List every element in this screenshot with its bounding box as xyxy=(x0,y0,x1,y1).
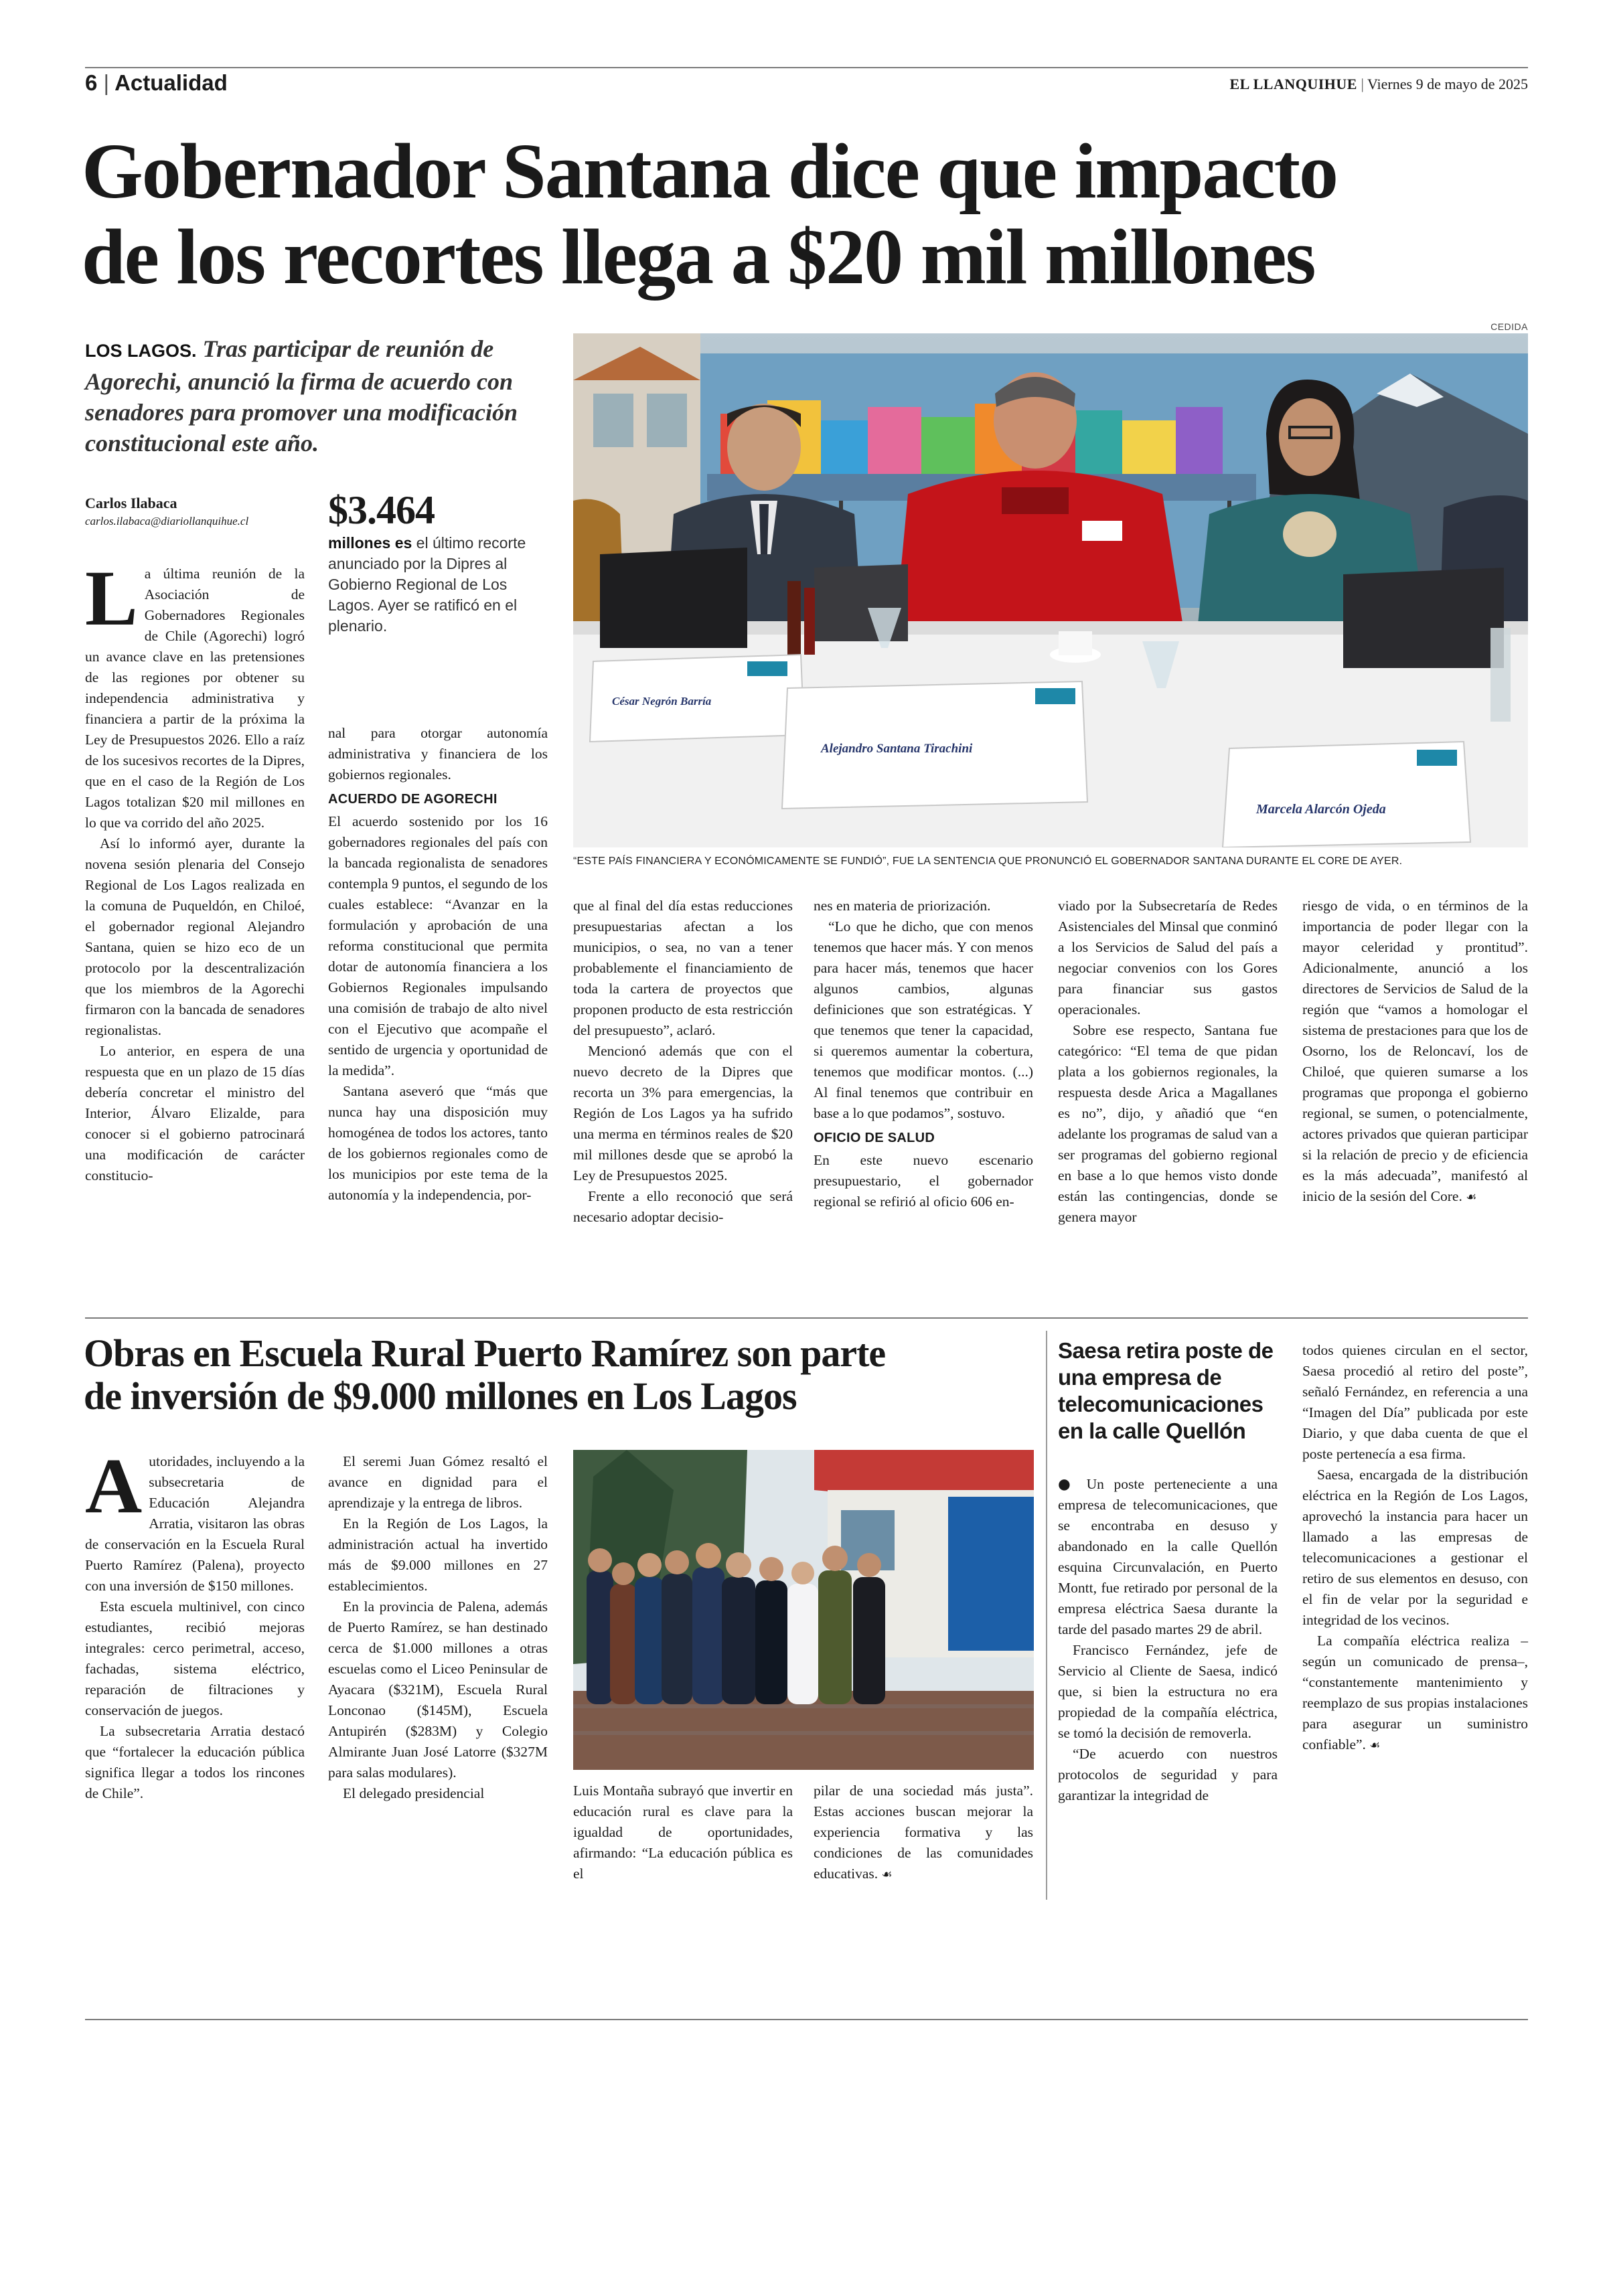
author-name: Carlos Ilabaca xyxy=(85,495,177,511)
story2-column-2 xyxy=(328,1451,548,1804)
story1-column-5 xyxy=(1058,896,1278,1228)
callout-number: $3.464 xyxy=(328,488,435,532)
story1-paragraph: nes en materia de priorización. xyxy=(814,898,991,914)
story3-paragraph: todos quienes circulan en el sector, Saesa procedió al retiro del poste”, señaló Fernández, en referencia a una “Imagen del Día” publicada por este Diario, y que daba cuenta de que el poste pertenecía a esa firma. xyxy=(1302,1342,1528,1462)
page-folio: 6 | Actualidad xyxy=(85,70,228,95)
story2-headline-line1: Obras en Escuela Rural Puerto Ramírez son parte xyxy=(84,1331,886,1375)
story2-column-3 xyxy=(573,1781,793,1884)
subhead-agorechi: ACUERDO DE AGORECHI xyxy=(328,792,498,807)
issue-date: Viernes 9 de mayo de 2025 xyxy=(1367,76,1528,92)
story1-column-4 xyxy=(814,896,1033,1212)
story2-paragraph: En la Región de Los Lagos, la administración actual ha invertido más de $9.000 millones en 27 establecimientos. xyxy=(328,1515,548,1594)
story1-paragraph: Frente a ello reconoció que será necesario adoptar decisio- xyxy=(573,1188,793,1225)
story3-paragraph: Francisco Fernández, jefe de Servicio al Cliente de Saesa, indicó que, si bien la estructura no era propiedad de la compañía eléctrica, se tomó la decisión de removerla. xyxy=(1058,1642,1278,1741)
story2-headline-line2: de inversión de $9.000 millones en Los Lagos xyxy=(84,1374,797,1418)
story1-column-2 xyxy=(328,723,548,1206)
section-name: Actualidad xyxy=(114,70,228,95)
end-mark-icon: ☙ xyxy=(1466,1190,1477,1204)
callout-text xyxy=(328,533,549,637)
callout-body: el último recorte anunciado por la Dipres al Gobierno Regional de Los Lagos. Ayer se ratificó en el plenario. xyxy=(328,534,526,635)
bullet-icon: ● xyxy=(1058,1476,1077,1493)
page-number: 6 xyxy=(85,70,98,95)
story3-paragraph: La compañía eléctrica realiza –según un comunicado de prensa–, “constantemente mantenimiento y reemplazo de sus propias instalaciones para asegurar un suministro confiable”. ☙ xyxy=(1302,1633,1528,1752)
story1-paragraph: La última reunión de la Asociación de Gobernadores Regionales de Chile (Agorechi) logró un avance clave en las pretensiones de las regiones por obtener su independencia administrativa y financiera a partir de la próxima la Ley de Presupuestos 2026. Ello a raíz de los sucesivos recortes de la Dipres, que en el caso de la Región de Los Lagos totalizan $20 mil millones en lo que va corrido del año 2025. xyxy=(85,554,305,831)
masthead-info: EL LLANQUIHUE | Viernes 9 de mayo de 2025 xyxy=(1229,76,1528,92)
subhead-oficio-salud: OFICIO DE SALUD xyxy=(814,1131,935,1145)
story2-dropcap: A xyxy=(85,1442,143,1530)
story1-paragraph: riesgo de vida, o en términos de la importancia de poder llegar con la mayor celeridad y prontitud”. Adicionalmente, anunció a los directores de Servicios de Salud de la región que “vamos a homologar el sistema de prestaciones para que los de Osorno, los de Reloncaví, los de Chiloé, que quieren sumarse a los programas que proponga el gobierno regional, se sumen, o potencialmente, actores privados que quieran participar si la relación de precio y de eficiencia es la más adecuada”, manifestó al inicio de la sesión del Core. ☙ xyxy=(1302,898,1528,1204)
story2-column-4 xyxy=(814,1781,1033,1885)
story3-column-2 xyxy=(1302,1340,1528,1756)
main-headline-line1: Gobernador Santana dice que impacto xyxy=(82,127,1337,215)
story2-headline xyxy=(84,1332,1055,1418)
callout-bold: millones es xyxy=(328,534,412,552)
story1-paragraph: viado por la Subsecretaría de Redes Asistenciales del Minsal que conminó a los Servicios de Salud del país a negociar convenios con los Gores para financiar sus gastos operacionales. xyxy=(1058,898,1278,1017)
newspaper-name: EL LLANQUIHUE xyxy=(1229,76,1357,92)
story1-paragraph: En este nuevo escenario presupuestario, el gobernador regional se refirió al oficio 606 en- xyxy=(814,1152,1033,1210)
callout-box xyxy=(328,487,549,637)
byline xyxy=(85,494,299,530)
photo-caption: “ESTE PAÍS FINANCIERA Y ECONÓMICAMENTE SE FUNDIÓ”, FUE LA SENTENCIA QUE PRONUNCIÓ EL GOBERNADOR SANTANA DURANTE EL CORE DE AYER. xyxy=(573,855,1403,867)
story2-paragraph: pilar de una sociedad más justa”. Estas acciones buscan mejorar la experiencia formativa y las condiciones de las comunidades educativas. ☙ xyxy=(814,1783,1033,1882)
story1-paragraph: que al final del día estas reducciones presupuestarias afectan a los municipios, o sea, no van a tener probablemente el financiamiento de toda la cartera de proyectos que proponen producto de esta restricción del presupuesto”, aclaró. xyxy=(573,898,793,1038)
author-email: carlos.ilabaca@diariollanquihue.cl xyxy=(85,515,249,527)
main-photo xyxy=(573,333,1528,847)
lead-place: LOS LAGOS. xyxy=(85,341,197,361)
story1-paragraph: Lo anterior, en espera de una respuesta que en un plazo de 15 días debería concretar el ministro del Interior, Álvaro Elizalde, para conocer si el gobierno patrocinará una modificación de carácter constitucio- xyxy=(85,1043,305,1183)
nameplate-1: César Negrón Barría xyxy=(612,695,712,708)
story1-paragraph: Así lo informó ayer, durante la novena sesión plenaria del Consejo Regional de Los Lagos realizada en la comuna de Puqueldón, en Chiloé, el gobernador regional Alejandro Santana, quien se hizo eco de un protocolo por la descentralización que los miembros de la Agorechi firmaron con la bancada de senadores regionalistas. xyxy=(85,835,305,1038)
main-photo-illustration xyxy=(573,333,1528,847)
story2-paragraph: El seremi Juan Gómez resaltó el avance en dignidad para el aprendizaje y la entrega de libros. xyxy=(328,1453,548,1511)
end-mark-icon: ☙ xyxy=(1369,1738,1381,1752)
story1-paragraph: El acuerdo sostenido por los 16 gobernadores regionales del país con la bancada regionalista de senadores contempla 9 puntos, el segundo de los cuales establece: “Avanzar en la formulación y aprobación de una reforma constitucional que permita dotar de autonomía financiera a los Gobiernos Regionales impulsando una comisión de trabajo de alto nivel con el Ejecutivo que acompañe el sentido de urgencia y oportunidad de la medida”. xyxy=(328,813,548,1078)
story2-paragraph: Autoridades, incluyendo a la subsecretaria de Educación Alejandra Arratia, visitaron las obras de conservación en la Escuela Rural Puerto Ramírez (Palena), proyecto con una inversión de $150 millones. xyxy=(85,1442,305,1594)
story2-paragraph: Luis Montaña subrayó que invertir en educación rural es clave para la igualdad de oportunidades, afirmando: “La educación pública es el xyxy=(573,1783,793,1882)
nameplate-3: Marcela Alarcón Ojeda xyxy=(1256,802,1386,817)
school-photo-illustration xyxy=(573,1450,1034,1770)
story3-paragraph: “De acuerdo con nuestros protocolos de seguridad y para garantizar la integridad de xyxy=(1058,1746,1278,1803)
lead-text: Tras participar de reunión de Agorechi, anunció la firma de acuerdo con senadores para promover una modificación constitucional este año. xyxy=(85,335,518,457)
story2-paragraph: En la provincia de Palena, además de Puerto Ramírez, se han destinado cerca de $1.000 millones a otras escuelas como el Liceo Peninsular de Ayacara ($321M), Escuela Rural Lonconao ($145M), Escuela Antupirén ($283M) y Colegio Almirante Juan José Latorre ($327M para salas modulares). xyxy=(328,1598,548,1781)
story2-paragraph: El delegado presidencial xyxy=(343,1785,485,1801)
story-lead xyxy=(85,333,554,459)
main-headline xyxy=(82,129,1535,300)
main-headline-line2: de los recortes llega a $20 mil millones xyxy=(82,213,1315,301)
story1-paragraph: Mencionó además que con el nuevo decreto de la Dipres que recorta un 3% para emergencias, la Región de Los Lagos ya ha sufrido una merma en términos reales de $20 mil millones desde que se aprobó la Ley de Presupuestos 2025. xyxy=(573,1043,793,1183)
story2-paragraph: Esta escuela multinivel, con cinco estudiantes, recibió mejoras integrales: cerco perimetral, acceso, fachadas, sistema eléctrico, reparación de filtraciones y conservación de juegos. xyxy=(85,1598,305,1718)
story1-paragraph: Santana aseveró que “más que nunca hay una disposición muy homogénea de todos los actores, tanto de los gobiernos regionales como de los municipios por este tema de la autonomía y la independencia, por- xyxy=(328,1083,548,1203)
story2-paragraph: La subsecretaria Arratia destacó que “fortalecer la educación pública significa llegar a todos los rincones de Chile”. xyxy=(85,1723,305,1801)
story1-paragraph: nal para otorgar autonomía administrativa y financiera de los gobiernos regionales. xyxy=(328,725,548,783)
story3-paragraph: ● Un poste perteneciente a una empresa de telecomunicaciones, que se encontraba en desuso y abandonado en la calle Quellón esquina Circunvalación, en Puerto Montt, fue retirado por personal de la empresa eléctrica Saesa durante la tarde del pasado martes 29 de abril. xyxy=(1058,1476,1278,1637)
story3-headline: Saesa retira poste de una empresa de telecomunicaciones en la calle Quellón xyxy=(1058,1338,1274,1443)
nameplate-2: Alejandro Santana Tirachini xyxy=(821,742,973,756)
story3-paragraph: Saesa, encargada de la distribución eléctrica en la Región de Los Lagos, aprovechó la instancia para hacer un llamado a las empresas de telecomunicaciones a gestionar el retiro de sus elementos en desuso, con el fin de velar por la seguridad e integridad de los vecinos. xyxy=(1302,1467,1528,1628)
school-photo xyxy=(573,1450,1034,1770)
story1-paragraph: Sobre ese respecto, Santana fue categórico: “El tema de que pidan plata a los gobiernos regionales, la respuesta desde Arica a Magallanes es no”, dijo, y añadió que “en adelante los programas de salud van a ser programas del gobierno regional en base a lo que hemos visto donde están las contingencias, donde se genera mayor xyxy=(1058,1022,1278,1225)
story1-column-6 xyxy=(1302,896,1528,1208)
story1-paragraph: “Lo que he dicho, que con menos tenemos que hacer más. Y con menos para hacer más, tenemos que hacer algunos cambios, algunas definiciones que son estratégicas. Y que tenemos que tener la capacidad, si queremos aumentar la cobertura, tenemos que modificar montos. (...) Al final tenemos que contribuir en base a lo que podamos”, sostuvo. xyxy=(814,918,1033,1121)
story1-dropcap: L xyxy=(85,554,138,642)
photo-credit: CEDIDA xyxy=(1490,321,1528,332)
story2-column-1 xyxy=(85,1442,305,1804)
story3-column-1 xyxy=(1058,1474,1278,1806)
story1-column-1 xyxy=(85,554,305,1186)
end-mark-icon: ☙ xyxy=(881,1868,893,1882)
story1-column-3 xyxy=(573,896,793,1228)
